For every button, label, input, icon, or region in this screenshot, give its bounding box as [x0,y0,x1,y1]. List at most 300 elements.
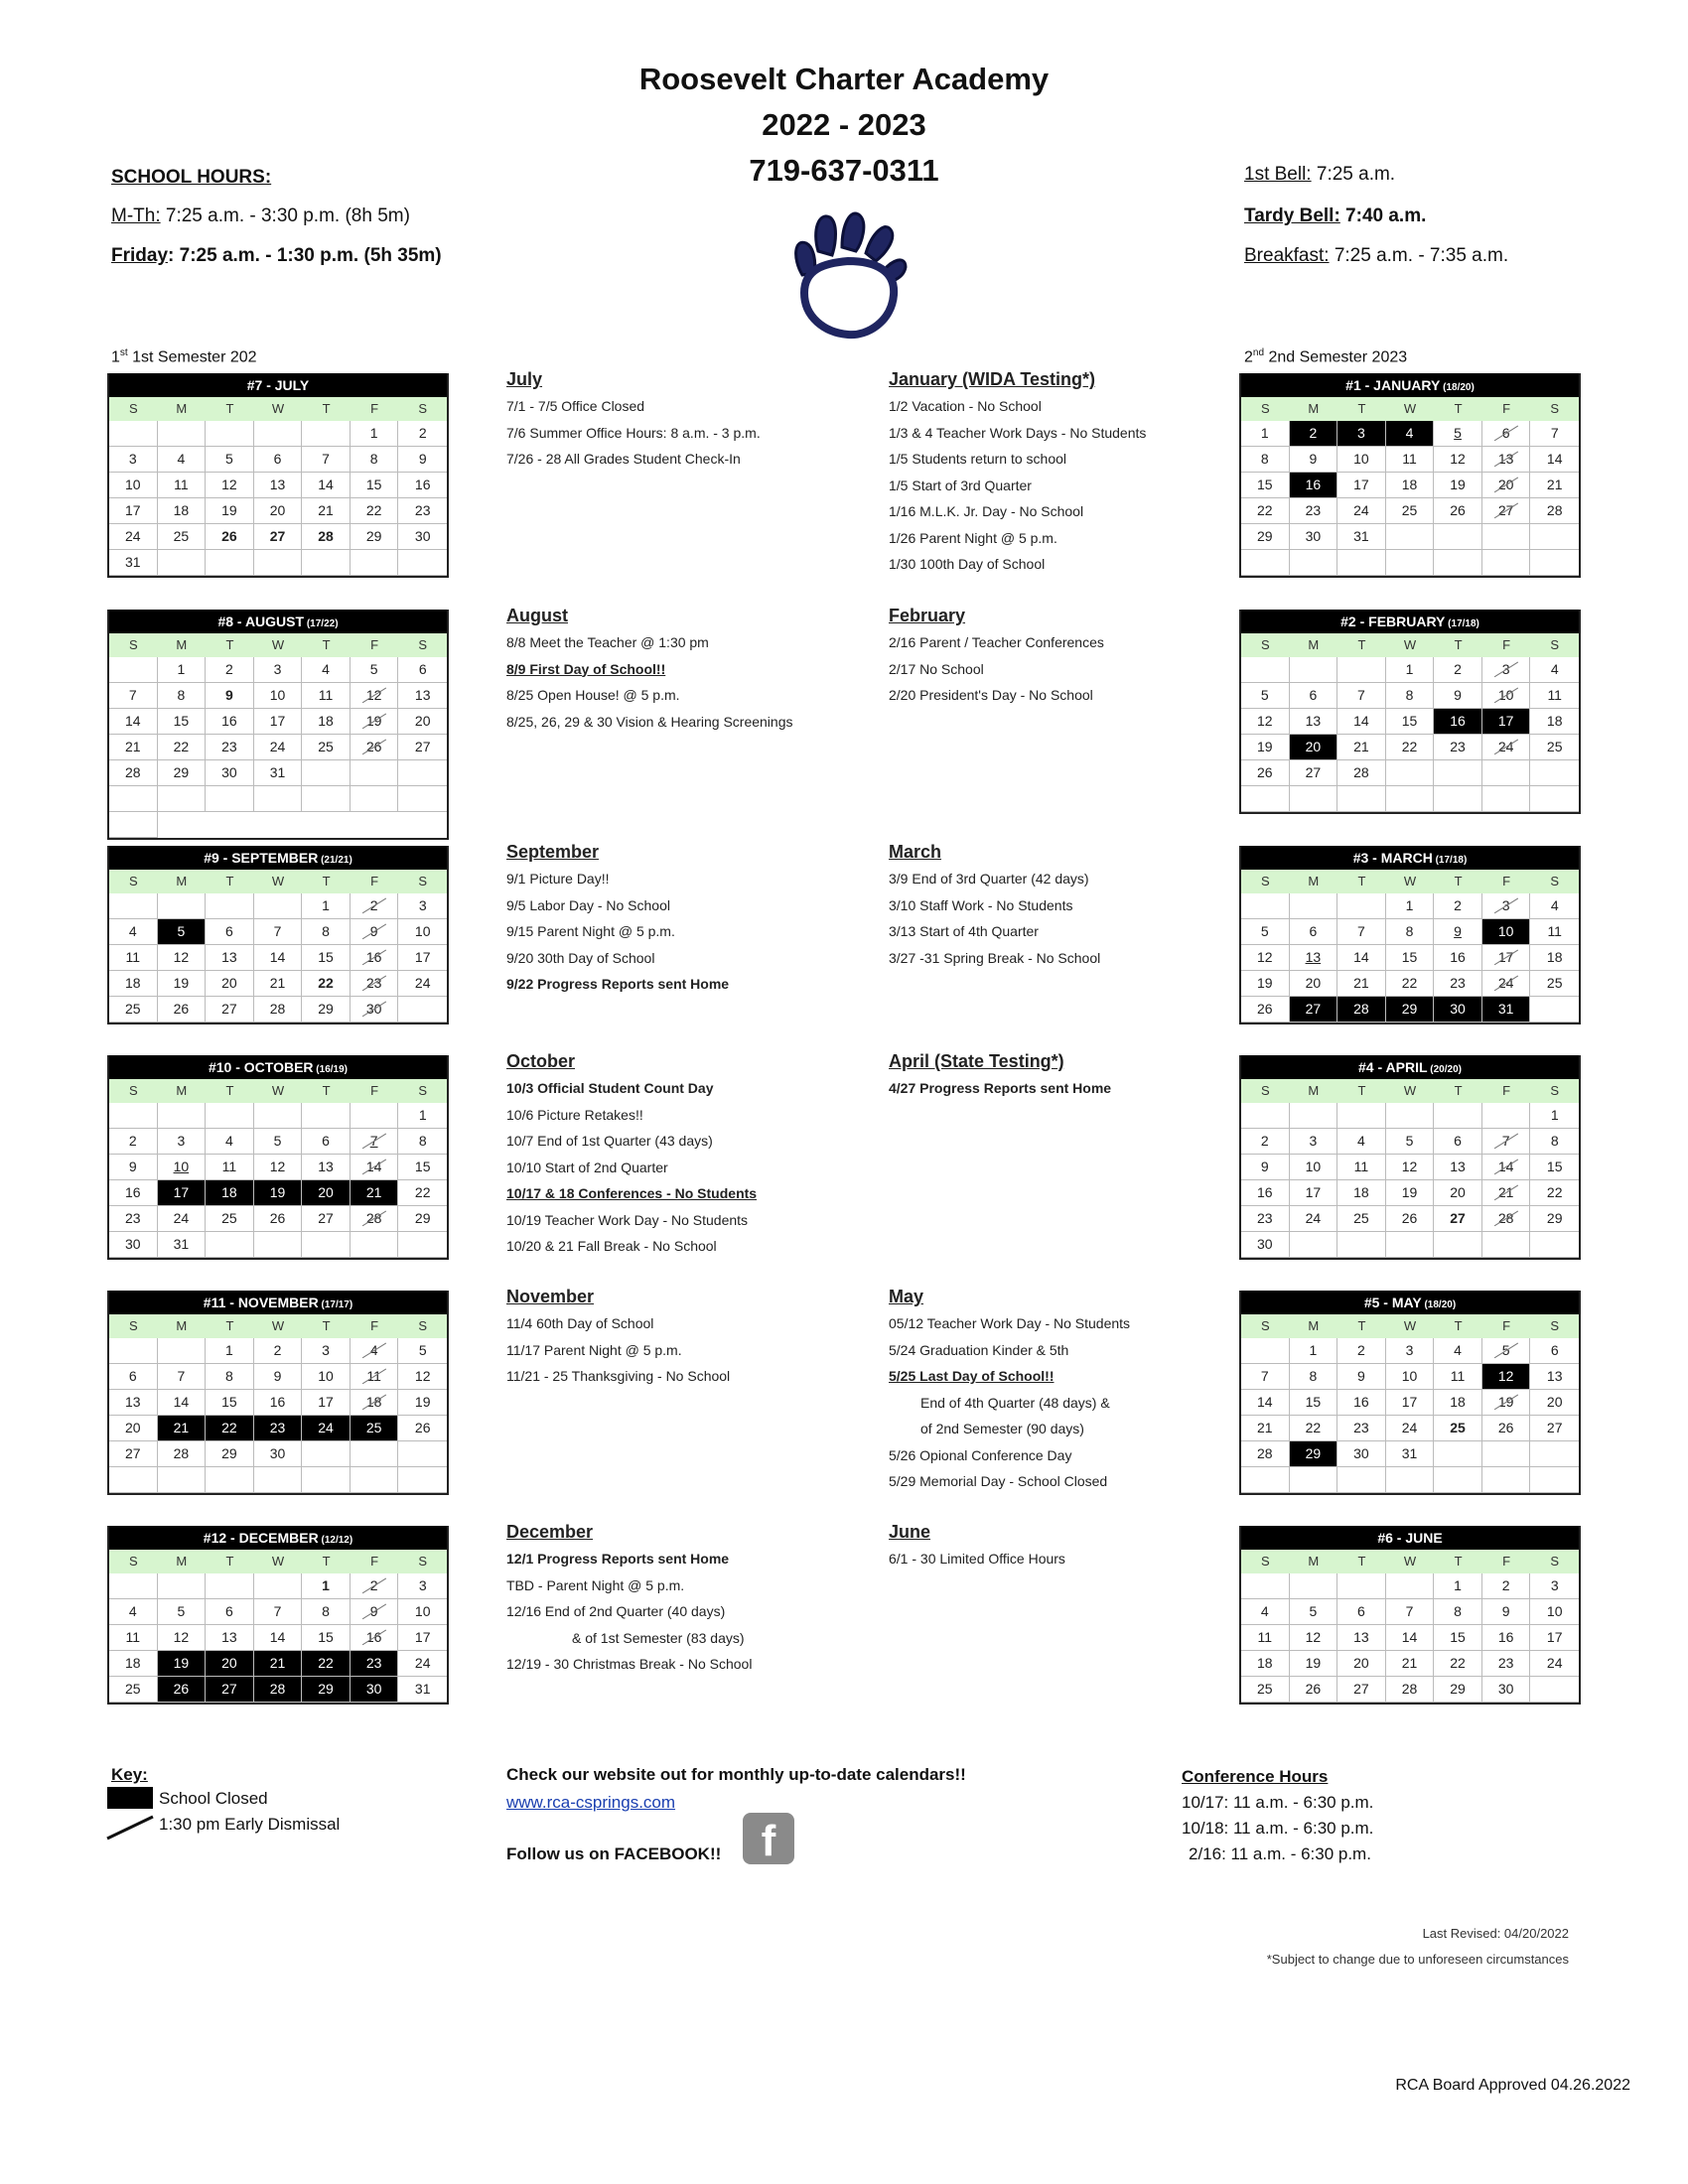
day-cell: 7 [351,1129,399,1155]
month-title-text: #3 - MARCH [1352,850,1433,866]
day-cell: 2 [1337,1338,1386,1364]
day-cell: 13 [206,1625,254,1651]
day-cell [1482,786,1531,812]
event-item: 10/3 Official Student Count Day [506,1080,714,1096]
day-cell [302,421,351,447]
day-cell [254,1103,303,1129]
weekday-label: T [1357,1318,1366,1333]
day-cell: 16 [1482,1625,1531,1651]
website-heading: Check our website out for monthly up-to-date calendars!! [506,1765,966,1784]
day-cell: 24 [1337,498,1386,524]
weekday-label: T [322,1083,331,1098]
month-title [109,1055,447,1079]
day-cell: 2 [351,893,399,919]
day-cell: 12 [398,1364,447,1390]
day-cell: 21 [1386,1651,1435,1677]
month-title-text: #11 - NOVEMBER [203,1295,319,1310]
right-month-calendar [1239,1291,1581,1495]
day-cell [302,1232,351,1258]
day-cell [109,421,158,447]
mth-hours: M-Th: 7:25 a.m. - 3:30 p.m. (8h 5m) [111,205,410,226]
month-title-text: #10 - OCTOBER [208,1059,314,1075]
day-cell [1386,550,1435,576]
day-cell: 25 [1530,971,1579,997]
weekday-label: T [1454,1554,1463,1569]
day-cell: 8 [1386,683,1435,709]
day-cell [398,997,447,1023]
day-cell [1434,1232,1482,1258]
day-cell: 29 [1434,1677,1482,1703]
events-right-section [889,842,1256,972]
events-right-section [889,1287,1256,1496]
day-cell: 15 [1530,1155,1579,1180]
day-cell: 15 [1386,945,1435,971]
day-cell: 5 [1386,1129,1435,1155]
weekday-label: S [418,1083,428,1098]
weekday-label: W [1403,401,1417,416]
day-cell: 27 [206,997,254,1023]
weekday-label: M [1308,874,1320,888]
day-cell: 13 [1290,709,1338,735]
conference-hours-2: 10/18: 11 a.m. - 6:30 p.m. [1182,1819,1374,1838]
day-cell: 31 [1337,524,1386,550]
day-cell: 27 [1434,1206,1482,1232]
events-month-heading: April (State Testing*) [889,1051,1064,1071]
day-cell: 30 [1434,997,1482,1023]
day-cell: 2 [254,1338,303,1364]
month-day-count: (21/21) [318,855,352,866]
month-day-count: (17/17) [318,1299,353,1310]
event-item: 1/30 100th Day of School [889,556,1046,572]
day-cell: 21 [302,498,351,524]
day-cell [1290,1467,1338,1493]
weekday-label: S [128,1318,138,1333]
day-cell: 26 [1241,760,1290,786]
day-cell: 16 [351,1625,399,1651]
day-cell: 23 [1290,498,1338,524]
weekday-label: S [1550,1318,1560,1333]
day-cell: 8 [1386,919,1435,945]
day-cell: 7 [302,447,351,473]
day-cell [1434,524,1482,550]
day-cell: 10 [1290,1155,1338,1180]
day-cell: 22 [302,1651,351,1677]
day-cell [1290,786,1338,812]
day-cell: 5 [1290,1599,1338,1625]
day-cell: 17 [1386,1390,1435,1416]
day-cell: 4 [1434,1338,1482,1364]
day-cell: 10 [254,683,303,709]
weekday-label: T [1357,874,1366,888]
day-cell: 28 [302,524,351,550]
day-cell: 11 [1386,447,1435,473]
weekday-label: S [418,401,428,416]
weekday-label: S [1260,1554,1270,1569]
day-cell: 23 [1434,735,1482,760]
day-cell: 3 [1482,893,1531,919]
day-cell [1386,760,1435,786]
day-cell [206,421,254,447]
day-cell [1482,1441,1531,1467]
weekday-label: T [1454,401,1463,416]
day-cell [1337,657,1386,683]
right-month-calendar [1239,1526,1581,1705]
event-item: 5/25 Last Day of School!! [889,1368,1055,1384]
day-cell: 14 [109,709,158,735]
events-left-section [506,842,874,999]
weekday-label: W [1403,637,1417,652]
event-item: 3/10 Staff Work - No Students [889,896,1073,913]
weekday-header [109,397,447,421]
day-cell: 12 [1241,709,1290,735]
day-cell: 19 [206,498,254,524]
website-link[interactable]: www.rca-csprings.com [506,1793,676,1812]
event-item: 9/22 Progress Reports sent Home [506,976,730,992]
day-cell [351,1467,399,1493]
day-cell: 9 [1482,1599,1531,1625]
month-day-count: (20/20) [1427,1064,1462,1075]
event-item: 2/20 President's Day - No School [889,687,1093,703]
day-cell: 14 [1530,447,1579,473]
day-cell: 2 [398,421,447,447]
weekday-label: W [271,637,285,652]
day-cell: 7 [1386,1599,1435,1625]
day-cell: 8 [351,447,399,473]
weekday-label: M [176,874,188,888]
event-item: 8/8 Meet the Teacher @ 1:30 pm [506,634,709,650]
day-cell: 21 [1530,473,1579,498]
day-cell: 26 [1386,1206,1435,1232]
day-cell: 17 [1482,709,1531,735]
facebook-icon[interactable]: f [743,1813,794,1864]
key-label: Key: [111,1765,148,1784]
day-cell: 16 [254,1390,303,1416]
day-cell: 3 [1530,1573,1579,1599]
day-cell: 12 [158,1625,207,1651]
day-cell: 26 [351,735,399,760]
day-cell [1337,1103,1386,1129]
day-cell: 20 [398,709,447,735]
month-day-count: (18/20) [1440,382,1475,393]
day-cell [1337,1232,1386,1258]
day-cell [1434,760,1482,786]
day-grid [1241,1103,1579,1258]
event-item: 9/20 30th Day of School [506,949,655,966]
weekday-label: S [128,874,138,888]
day-cell: 7 [1530,421,1579,447]
day-cell: 6 [109,1364,158,1390]
day-cell: 21 [351,1180,399,1206]
day-cell: 8 [302,1599,351,1625]
events-month-heading: November [506,1287,595,1306]
day-cell: 7 [1337,683,1386,709]
events-left-section [506,606,874,736]
events-right-section [889,1051,1256,1103]
day-cell [1386,524,1435,550]
day-cell: 12 [1482,1364,1531,1390]
month-title-text: #7 - JULY [246,377,310,393]
day-cell: 8 [1434,1599,1482,1625]
day-cell: 17 [398,1625,447,1651]
month-day-count: (16/19) [313,1064,348,1075]
day-cell: 23 [1434,971,1482,997]
day-grid [109,657,447,838]
weekday-label: T [1357,401,1366,416]
event-item: 1/5 Start of 3rd Quarter [889,477,1032,493]
day-cell: 26 [206,524,254,550]
event-item: 5/26 Opional Conference Day [889,1446,1072,1463]
day-cell: 5 [1241,919,1290,945]
weekday-label: S [128,1554,138,1569]
day-cell: 2 [109,1129,158,1155]
day-cell: 21 [254,971,303,997]
key-early-text: 1:30 pm Early Dismissal [159,1815,341,1834]
day-cell: 8 [1241,447,1290,473]
day-cell: 24 [1530,1651,1579,1677]
day-cell: 28 [1337,997,1386,1023]
day-cell [1434,1103,1482,1129]
weekday-header [1241,1314,1579,1338]
day-cell [302,550,351,576]
weekday-header [1241,397,1579,421]
day-cell: 25 [1434,1416,1482,1441]
day-cell: 25 [351,1416,399,1441]
day-cell: 10 [398,1599,447,1625]
day-cell [254,893,303,919]
weekday-label: S [1550,637,1560,652]
day-cell: 29 [398,1206,447,1232]
day-cell [1530,524,1579,550]
day-cell: 25 [158,524,207,550]
weekday-label: T [1454,637,1463,652]
day-cell: 13 [1290,945,1338,971]
day-cell: 30 [109,1232,158,1258]
event-item: 7/1 - 7/5 Office Closed [506,398,645,414]
day-cell: 18 [1530,709,1579,735]
day-cell: 7 [1337,919,1386,945]
day-cell: 10 [302,1364,351,1390]
weekday-label: T [1454,1083,1463,1098]
month-title-text: #6 - JUNE [1377,1530,1443,1546]
day-cell: 17 [1290,1180,1338,1206]
day-cell: 5 [158,1599,207,1625]
day-cell: 19 [254,1180,303,1206]
month-title-text: #12 - DECEMBER [203,1530,319,1546]
day-cell [1241,1573,1290,1599]
day-cell: 22 [398,1180,447,1206]
day-cell: 14 [1386,1625,1435,1651]
day-cell: 19 [398,1390,447,1416]
weekday-label: M [176,637,188,652]
weekday-label: F [1502,637,1511,652]
day-cell: 15 [302,945,351,971]
weekday-header [109,1550,447,1573]
month-title [1241,1291,1579,1314]
day-cell: 5 [1434,421,1482,447]
day-cell: 20 [1482,473,1531,498]
day-cell: 9 [398,447,447,473]
day-cell: 16 [206,709,254,735]
day-cell: 1 [1290,1338,1338,1364]
event-item: 9/15 Parent Night @ 5 p.m. [506,923,675,939]
day-cell [1434,550,1482,576]
day-cell: 1 [351,421,399,447]
day-cell: 17 [1337,473,1386,498]
day-cell: 27 [254,524,303,550]
day-cell: 9 [351,919,399,945]
day-cell: 3 [398,1573,447,1599]
day-cell: 24 [254,735,303,760]
day-cell: 31 [158,1232,207,1258]
day-cell: 28 [158,1441,207,1467]
day-cell: 26 [1290,1677,1338,1703]
weekday-label: T [322,1318,331,1333]
day-cell: 30 [351,997,399,1023]
day-cell: 10 [1386,1364,1435,1390]
day-cell: 4 [109,919,158,945]
day-cell [351,1232,399,1258]
school-phone: 719-637-0311 [749,153,939,188]
day-cell [398,1467,447,1493]
day-cell: 20 [254,498,303,524]
day-cell: 23 [398,498,447,524]
day-cell: 2 [1434,657,1482,683]
day-cell: 21 [1337,971,1386,997]
day-cell: 13 [398,683,447,709]
weekday-label: T [1454,874,1463,888]
day-cell [1386,1232,1435,1258]
day-cell: 12 [1241,945,1290,971]
weekday-label: T [225,401,234,416]
weekday-label: F [1502,1318,1511,1333]
event-item: 2/16 Parent / Teacher Conferences [889,634,1104,650]
day-cell: 11 [109,1625,158,1651]
day-cell: 18 [1530,945,1579,971]
weekday-label: S [418,637,428,652]
day-cell: 30 [1337,1441,1386,1467]
day-cell: 8 [1530,1129,1579,1155]
day-cell: 11 [1530,683,1579,709]
event-item: 1/5 Students return to school [889,451,1066,467]
weekday-label: S [1260,1318,1270,1333]
day-cell: 19 [1241,735,1290,760]
events-month-heading: January (WIDA Testing*) [889,369,1096,389]
day-cell [254,1573,303,1599]
day-cell [351,550,399,576]
day-cell [1530,1232,1579,1258]
day-cell: 17 [158,1180,207,1206]
day-cell: 4 [1241,1599,1290,1625]
day-cell [1290,657,1338,683]
day-cell [1290,1103,1338,1129]
day-cell: 13 [1434,1155,1482,1180]
weekday-label: S [1260,401,1270,416]
day-cell: 9 [351,1599,399,1625]
day-cell: 12 [158,945,207,971]
day-cell [109,812,158,838]
day-cell: 14 [1241,1390,1290,1416]
day-cell: 10 [1482,683,1531,709]
right-month-calendar [1239,1055,1581,1260]
weekday-label: F [370,1083,379,1098]
day-cell [1386,1467,1435,1493]
day-cell: 18 [1386,473,1435,498]
day-cell: 6 [398,657,447,683]
day-cell: 26 [158,1677,207,1703]
event-item: 11/21 - 25 Thanksgiving - No School [506,1368,731,1384]
day-cell: 2 [1290,421,1338,447]
day-cell: 18 [302,709,351,735]
event-item: 1/2 Vacation - No School [889,398,1042,414]
day-cell [1241,786,1290,812]
day-cell: 1 [302,1573,351,1599]
day-cell: 31 [254,760,303,786]
event-item: 10/7 End of 1st Quarter (43 days) [506,1133,713,1149]
day-cell: 5 [351,657,399,683]
day-cell: 24 [1290,1206,1338,1232]
day-cell: 26 [158,997,207,1023]
day-cell: 16 [1290,473,1338,498]
event-item: 5/29 Memorial Day - School Closed [889,1473,1108,1489]
day-cell [109,1467,158,1493]
day-cell: 4 [109,1599,158,1625]
day-cell: 29 [206,1441,254,1467]
day-cell: 22 [1241,498,1290,524]
day-grid [109,893,447,1023]
day-cell: 29 [1386,997,1435,1023]
school-name: Roosevelt Charter Academy [638,62,1050,96]
weekday-label: T [322,874,331,888]
day-cell [254,550,303,576]
day-cell [302,786,351,812]
event-item: 10/6 Picture Retakes!! [506,1106,643,1123]
events-right-section [889,369,1256,579]
key-closed-swatch [107,1787,153,1809]
day-cell: 3 [1290,1129,1338,1155]
day-cell: 19 [351,709,399,735]
day-cell: 8 [1290,1364,1338,1390]
weekday-label: T [322,401,331,416]
day-cell: 11 [1434,1364,1482,1390]
day-cell: 25 [1337,1206,1386,1232]
month-day-count: (17/22) [304,618,339,629]
event-item: of 2nd Semester (90 days) [920,1421,1084,1436]
weekday-header [109,1079,447,1103]
conference-hours-1: 10/17: 11 a.m. - 6:30 p.m. [1182,1793,1374,1812]
tardy-bell: Tardy Bell: 7:40 a.m. [1244,205,1427,226]
events-month-heading: December [506,1522,594,1542]
event-item: 3/13 Start of 4th Quarter [889,923,1039,939]
day-cell: 12 [254,1155,303,1180]
event-item: 8/9 First Day of School!! [506,660,666,677]
key-early-slash-icon [105,1813,157,1841]
day-cell: 21 [254,1651,303,1677]
day-cell: 6 [206,919,254,945]
day-cell [1337,893,1386,919]
weekday-label: W [1403,1318,1417,1333]
day-cell: 13 [254,473,303,498]
weekday-label: T [322,637,331,652]
day-cell [351,1441,399,1467]
day-cell: 1 [1386,657,1435,683]
events-left-section [506,1522,874,1679]
month-title [1241,1055,1579,1079]
day-cell: 11 [351,1364,399,1390]
day-cell: 26 [1434,498,1482,524]
day-cell: 24 [1482,971,1531,997]
day-cell: 15 [1434,1625,1482,1651]
day-cell: 20 [302,1180,351,1206]
